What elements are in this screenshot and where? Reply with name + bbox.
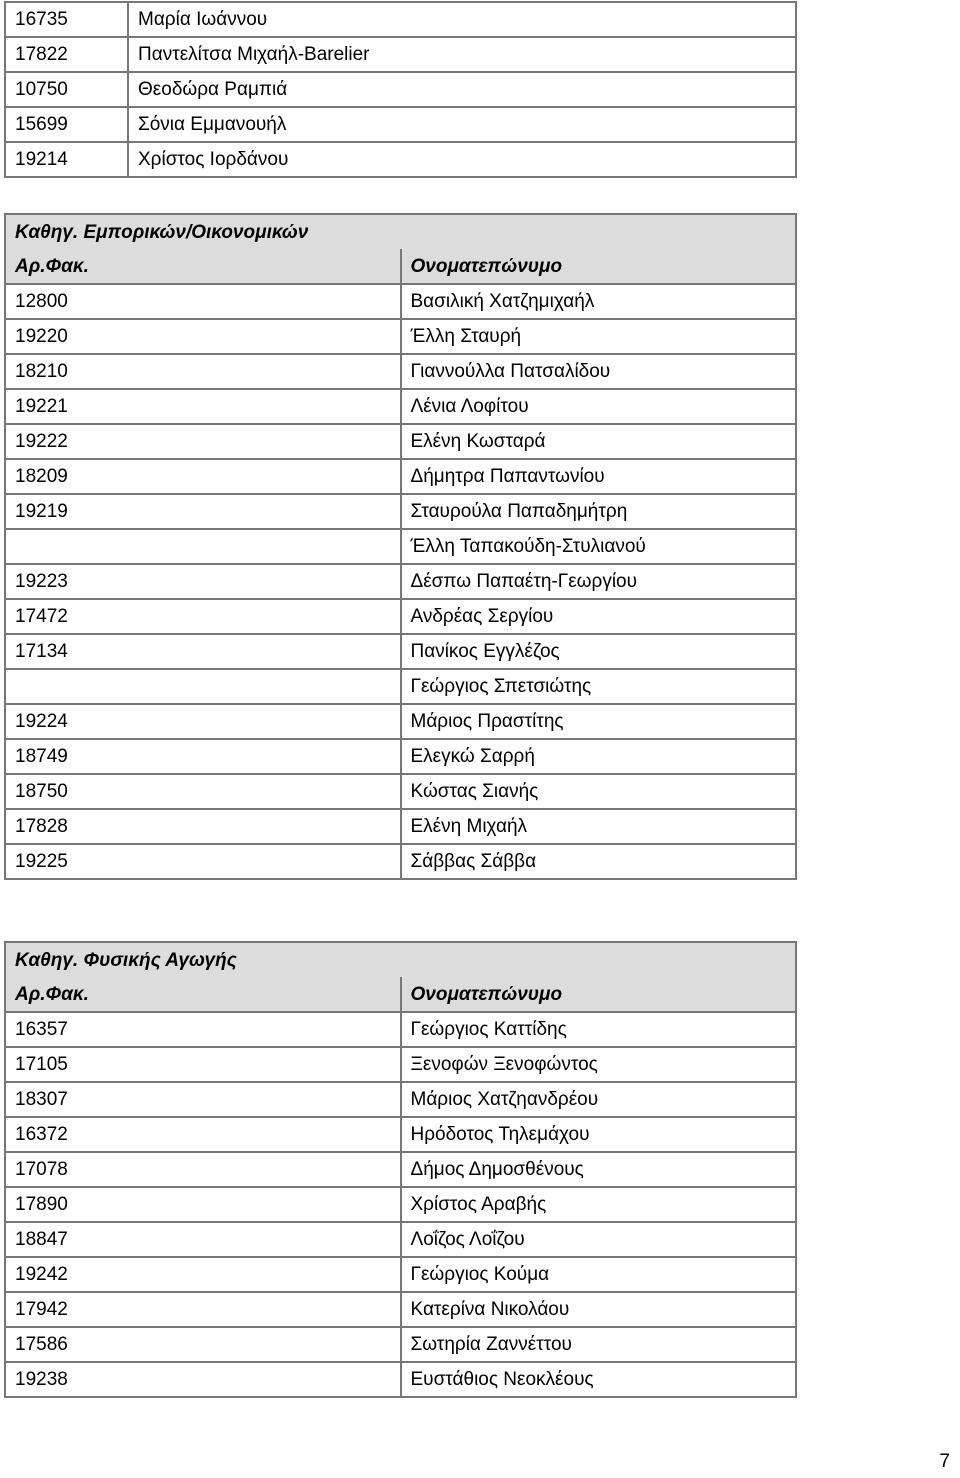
file-number-cell: 19219 xyxy=(5,494,401,529)
file-number-cell: 17828 xyxy=(5,809,401,844)
file-number-cell: 19224 xyxy=(5,704,401,739)
table-row xyxy=(5,669,796,704)
page-number: 7 xyxy=(939,1451,950,1472)
section-title: Καθηγ. Φυσικής Αγωγής xyxy=(5,942,796,977)
full-name-cell: Γεώργιος Σπετσιώτης xyxy=(401,669,797,704)
table-row xyxy=(5,1047,796,1082)
file-number-cell: 12800 xyxy=(5,284,401,319)
file-number-cell: 19238 xyxy=(5,1362,401,1397)
full-name-cell: Λοΐζος Λοΐζου xyxy=(401,1222,797,1257)
table-row xyxy=(5,704,796,739)
table-row xyxy=(5,1152,796,1187)
full-name-cell: Γεώργιος Κούμα xyxy=(401,1257,797,1292)
table-row xyxy=(5,459,796,494)
table-row xyxy=(5,1082,796,1117)
full-name-cell: Ευστάθιος Νεοκλέους xyxy=(401,1362,797,1397)
header-row xyxy=(5,977,796,1012)
table-row xyxy=(5,774,796,809)
table-row xyxy=(5,1012,796,1047)
file-number-cell: 19222 xyxy=(5,424,401,459)
continued-table xyxy=(4,1,797,178)
table-row xyxy=(5,739,796,774)
file-number-cell: 17472 xyxy=(5,599,401,634)
file-number-cell: 16735 xyxy=(5,2,128,37)
full-name-cell: Ελένη Κωσταρά xyxy=(401,424,797,459)
file-number-cell xyxy=(5,529,401,564)
physical-education-teachers-table xyxy=(4,941,797,1398)
table-row xyxy=(5,634,796,669)
file-number-cell: 18209 xyxy=(5,459,401,494)
full-name-cell: Θεοδώρα Ραμπιά xyxy=(128,72,796,107)
file-number-cell: 17942 xyxy=(5,1292,401,1327)
full-name-cell: Ελεγκώ Σαρρή xyxy=(401,739,797,774)
table-row xyxy=(5,1362,796,1397)
table-row xyxy=(5,319,796,354)
full-name-cell: Σόνια Εμμανουήλ xyxy=(128,107,796,142)
file-number-cell: 17890 xyxy=(5,1187,401,1222)
file-number-cell: 17822 xyxy=(5,37,128,72)
full-name-cell: Έλλη Ταπακούδη-Στυλιανού xyxy=(401,529,797,564)
section-title: Καθηγ. Εμπορικών/Οικονομικών xyxy=(5,214,796,249)
table-row xyxy=(5,142,796,177)
file-number-cell: 18749 xyxy=(5,739,401,774)
file-number-cell: 10750 xyxy=(5,72,128,107)
table-row xyxy=(5,1257,796,1292)
full-name-cell: Ανδρέας Σεργίου xyxy=(401,599,797,634)
table-row xyxy=(5,1292,796,1327)
full-name-cell: Έλλη Σταυρή xyxy=(401,319,797,354)
full-name-cell: Κατερίνα Νικολάου xyxy=(401,1292,797,1327)
table-row xyxy=(5,1222,796,1257)
table-row xyxy=(5,599,796,634)
table-row xyxy=(5,37,796,72)
full-name-cell: Σωτηρία Ζαννέττου xyxy=(401,1327,797,1362)
file-number-cell: 17105 xyxy=(5,1047,401,1082)
file-number-cell: 16357 xyxy=(5,1012,401,1047)
table-row xyxy=(5,1327,796,1362)
file-number-cell: 18750 xyxy=(5,774,401,809)
table-row xyxy=(5,354,796,389)
column-header-file-number: Αρ.Φακ. xyxy=(5,249,401,284)
table-row xyxy=(5,2,796,37)
full-name-cell: Δήμητρα Παπαντωνίου xyxy=(401,459,797,494)
full-name-cell: Σταυρούλα Παπαδημήτρη xyxy=(401,494,797,529)
full-name-cell: Μάριος Χατζηανδρέου xyxy=(401,1082,797,1117)
table-row xyxy=(5,107,796,142)
table-row xyxy=(5,564,796,599)
table-row xyxy=(5,529,796,564)
full-name-cell: Κώστας Σιανής xyxy=(401,774,797,809)
file-number-cell: 16372 xyxy=(5,1117,401,1152)
table-row xyxy=(5,1117,796,1152)
table-row xyxy=(5,1187,796,1222)
file-number-cell: 18847 xyxy=(5,1222,401,1257)
table-row xyxy=(5,844,796,879)
full-name-cell: Χρίστος Ιορδάνου xyxy=(128,142,796,177)
full-name-cell: Παντελίτσα Μιχαήλ-Barelier xyxy=(128,37,796,72)
full-name-cell: Πανίκος Εγγλέζος xyxy=(401,634,797,669)
full-name-cell: Μαρία Ιωάννου xyxy=(128,2,796,37)
file-number-cell xyxy=(5,669,401,704)
file-number-cell: 19221 xyxy=(5,389,401,424)
full-name-cell: Μάριος Πραστίτης xyxy=(401,704,797,739)
table-row xyxy=(5,494,796,529)
table-row xyxy=(5,72,796,107)
full-name-cell: Βασιλική Χατζημιχαήλ xyxy=(401,284,797,319)
file-number-cell: 19242 xyxy=(5,1257,401,1292)
full-name-cell: Σάββας Σάββα xyxy=(401,844,797,879)
full-name-cell: Γεώργιος Καττίδης xyxy=(401,1012,797,1047)
file-number-cell: 17134 xyxy=(5,634,401,669)
full-name-cell: Λένια Λοφίτου xyxy=(401,389,797,424)
file-number-cell: 17078 xyxy=(5,1152,401,1187)
section-title-row xyxy=(5,942,796,977)
table-row xyxy=(5,424,796,459)
column-header-full-name: Ονοματεπώνυμο xyxy=(401,249,797,284)
commerce-teachers-table xyxy=(4,213,797,880)
full-name-cell: Δήμος Δημοσθένους xyxy=(401,1152,797,1187)
file-number-cell: 15699 xyxy=(5,107,128,142)
header-row xyxy=(5,249,796,284)
column-header-file-number: Αρ.Φακ. xyxy=(5,977,401,1012)
section-title-row xyxy=(5,214,796,249)
file-number-cell: 19220 xyxy=(5,319,401,354)
table-row xyxy=(5,284,796,319)
file-number-cell: 19223 xyxy=(5,564,401,599)
table-row xyxy=(5,809,796,844)
full-name-cell: Δέσπω Παπαέτη-Γεωργίου xyxy=(401,564,797,599)
table-row xyxy=(5,389,796,424)
full-name-cell: Ξενοφών Ξενοφώντος xyxy=(401,1047,797,1082)
file-number-cell: 18307 xyxy=(5,1082,401,1117)
full-name-cell: Ηρόδοτος Τηλεμάχου xyxy=(401,1117,797,1152)
full-name-cell: Ελένη Μιχαήλ xyxy=(401,809,797,844)
file-number-cell: 19214 xyxy=(5,142,128,177)
file-number-cell: 19225 xyxy=(5,844,401,879)
file-number-cell: 17586 xyxy=(5,1327,401,1362)
full-name-cell: Χρίστος Αραβής xyxy=(401,1187,797,1222)
column-header-full-name: Ονοματεπώνυμο xyxy=(401,977,797,1012)
full-name-cell: Γιαννούλλα Πατσαλίδου xyxy=(401,354,797,389)
file-number-cell: 18210 xyxy=(5,354,401,389)
